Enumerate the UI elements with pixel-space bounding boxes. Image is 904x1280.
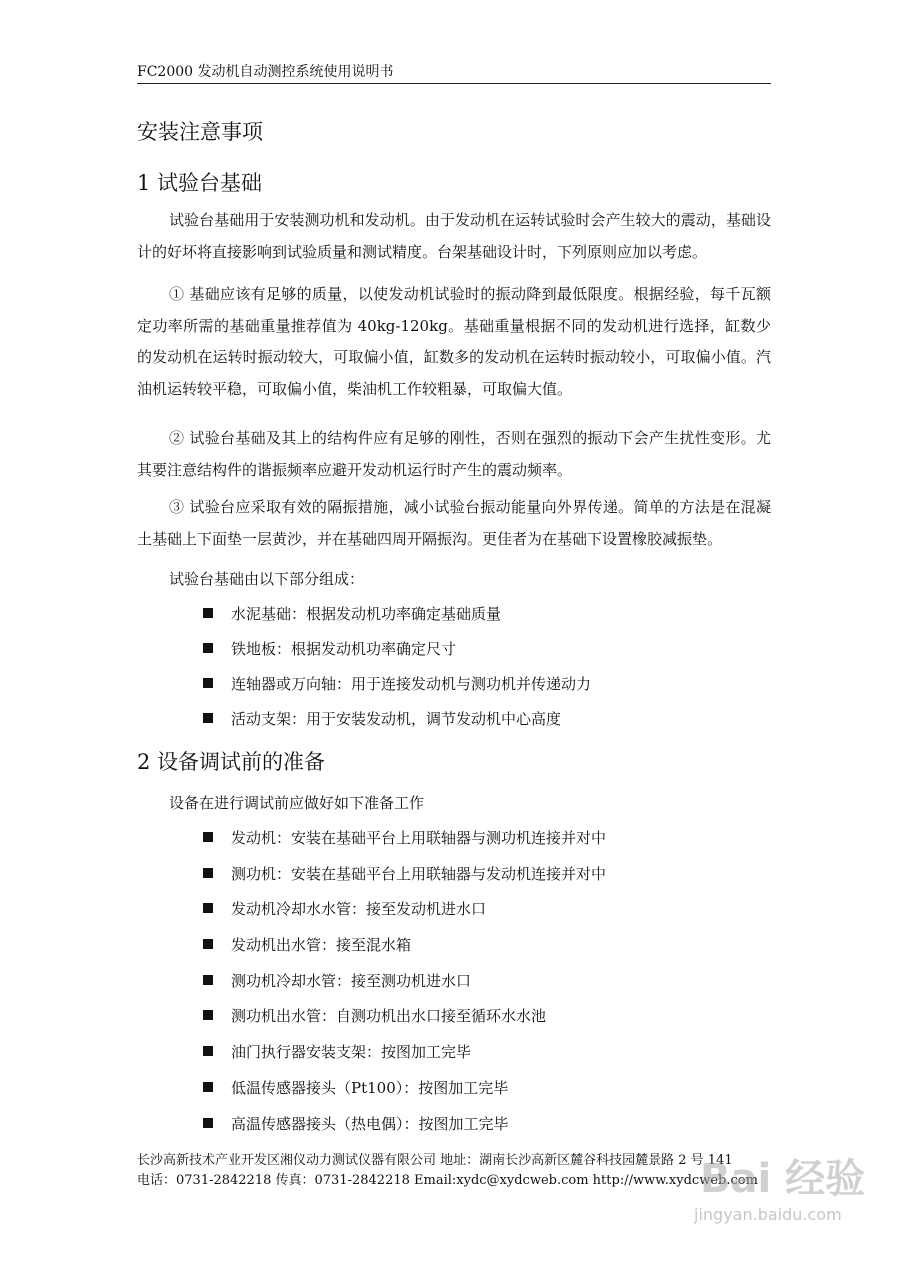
- composition-list: [203, 604, 591, 744]
- square-bullet-icon: [203, 1118, 213, 1128]
- list-item: 发动机冷却水水管：接至发动机进水口: [203, 899, 606, 935]
- square-bullet-icon: [203, 903, 213, 913]
- list-item: 测功机：安装在基础平台上用联轴器与发动机连接并对中: [203, 864, 606, 900]
- square-bullet-icon: [203, 1082, 213, 1092]
- list-item: 活动支架：用于安装发动机，调节发动机中心高度: [203, 709, 591, 744]
- square-bullet-icon: [203, 1046, 213, 1056]
- paragraph-principle-2: ② 试验台基础及其上的结构件应有足够的刚性，否则在强烈的振动下会产生扰性变形。尤其要注意结构件的谐振频率应避开发动机运行时产生的震动频率。: [137, 429, 771, 479]
- section-2-heading: 2 设备调试前的准备: [137, 750, 326, 774]
- list-item: 油门执行器安装支架：按图加工完毕: [203, 1042, 606, 1078]
- preparation-list: [203, 828, 606, 1149]
- square-bullet-icon: [203, 713, 213, 723]
- section-1-heading: 1 试验台基础: [137, 171, 263, 195]
- square-bullet-icon: [203, 939, 213, 949]
- baidu-jingyan-logo: Bai 经验: [700, 1156, 866, 1202]
- preparation-intro: 设备在进行调试前应做好如下准备工作: [169, 794, 425, 812]
- list-item: 测功机冷却水管：接至测功机进水口: [203, 971, 606, 1007]
- paragraph-intro: 试验台基础用于安装测功机和发动机。由于发动机在运转试验时会产生较大的震动，基础设计的好坏将直接影响到试验质量和测试精度。台架基础设计时，下列原则应加以考虑。: [137, 211, 771, 261]
- list-item: 铁地板：根据发动机功率确定尺寸: [203, 639, 591, 674]
- square-bullet-icon: [203, 608, 213, 618]
- paragraph-principle-3: ③ 试验台应采取有效的隔振措施，减小试验台振动能量向外界传递。简单的方法是在混凝土基础上下面垫一层黄沙，并在基础四周开隔振沟。更佳者为在基础下设置橡胶减振垫。: [137, 498, 771, 548]
- watermark-url: jingyan.baidu.com: [694, 1205, 842, 1224]
- document-header: FC2000 发动机自动测控系统使用说明书: [137, 64, 394, 80]
- square-bullet-icon: [203, 868, 213, 878]
- footer-contact: 电话：0731-2842218 传真：0731-2842218 Email:xydc@xydcweb.com http://www.xydcweb.com: [137, 1173, 758, 1188]
- paragraph-principle-1: ① 基础应该有足够的质量，以使发动机试验时的振动降到最低限度。根据经验，每千瓦额定功率所需的基础重量推荐值为 40kg-120kg。基础重量根据不同的发动机进行选择，缸数少的发动机在运转时振动较大，可取偏小值，缸数多的发动机在运转时振动较小，可取偏小值。汽油机运转较平稳，可取偏小值，柴油机工作较粗暴，可取偏大值。: [137, 285, 771, 398]
- list-item: 发动机：安装在基础平台上用联轴器与测功机连接并对中: [203, 828, 606, 864]
- list-item: 水泥基础：根据发动机功率确定基础质量: [203, 604, 591, 639]
- list-item: 发动机出水管：接至混水箱: [203, 935, 606, 971]
- watermark: [694, 1155, 890, 1230]
- square-bullet-icon: [203, 975, 213, 985]
- list-item: 低温传感器接头（Pt100）：按图加工完毕: [203, 1078, 606, 1114]
- page-title: 安装注意事项: [137, 120, 263, 144]
- square-bullet-icon: [203, 1010, 213, 1020]
- footer-company-address: 长沙高新技术产业开发区湘仪动力测试仪器有限公司 地址：湖南长沙高新区麓谷科技园麓景路 2 号 141: [137, 1153, 733, 1168]
- composition-intro: 试验台基础由以下部分组成：: [169, 570, 365, 588]
- header-divider: [137, 83, 771, 84]
- square-bullet-icon: [203, 678, 213, 688]
- list-item: 连轴器或万向轴：用于连接发动机与测功机并传递动力: [203, 674, 591, 709]
- list-item: 高温传感器接头（热电偶）：按图加工完毕: [203, 1114, 606, 1150]
- square-bullet-icon: [203, 832, 213, 842]
- list-item: 测功机出水管：自测功机出水口接至循环水水池: [203, 1006, 606, 1042]
- square-bullet-icon: [203, 643, 213, 653]
